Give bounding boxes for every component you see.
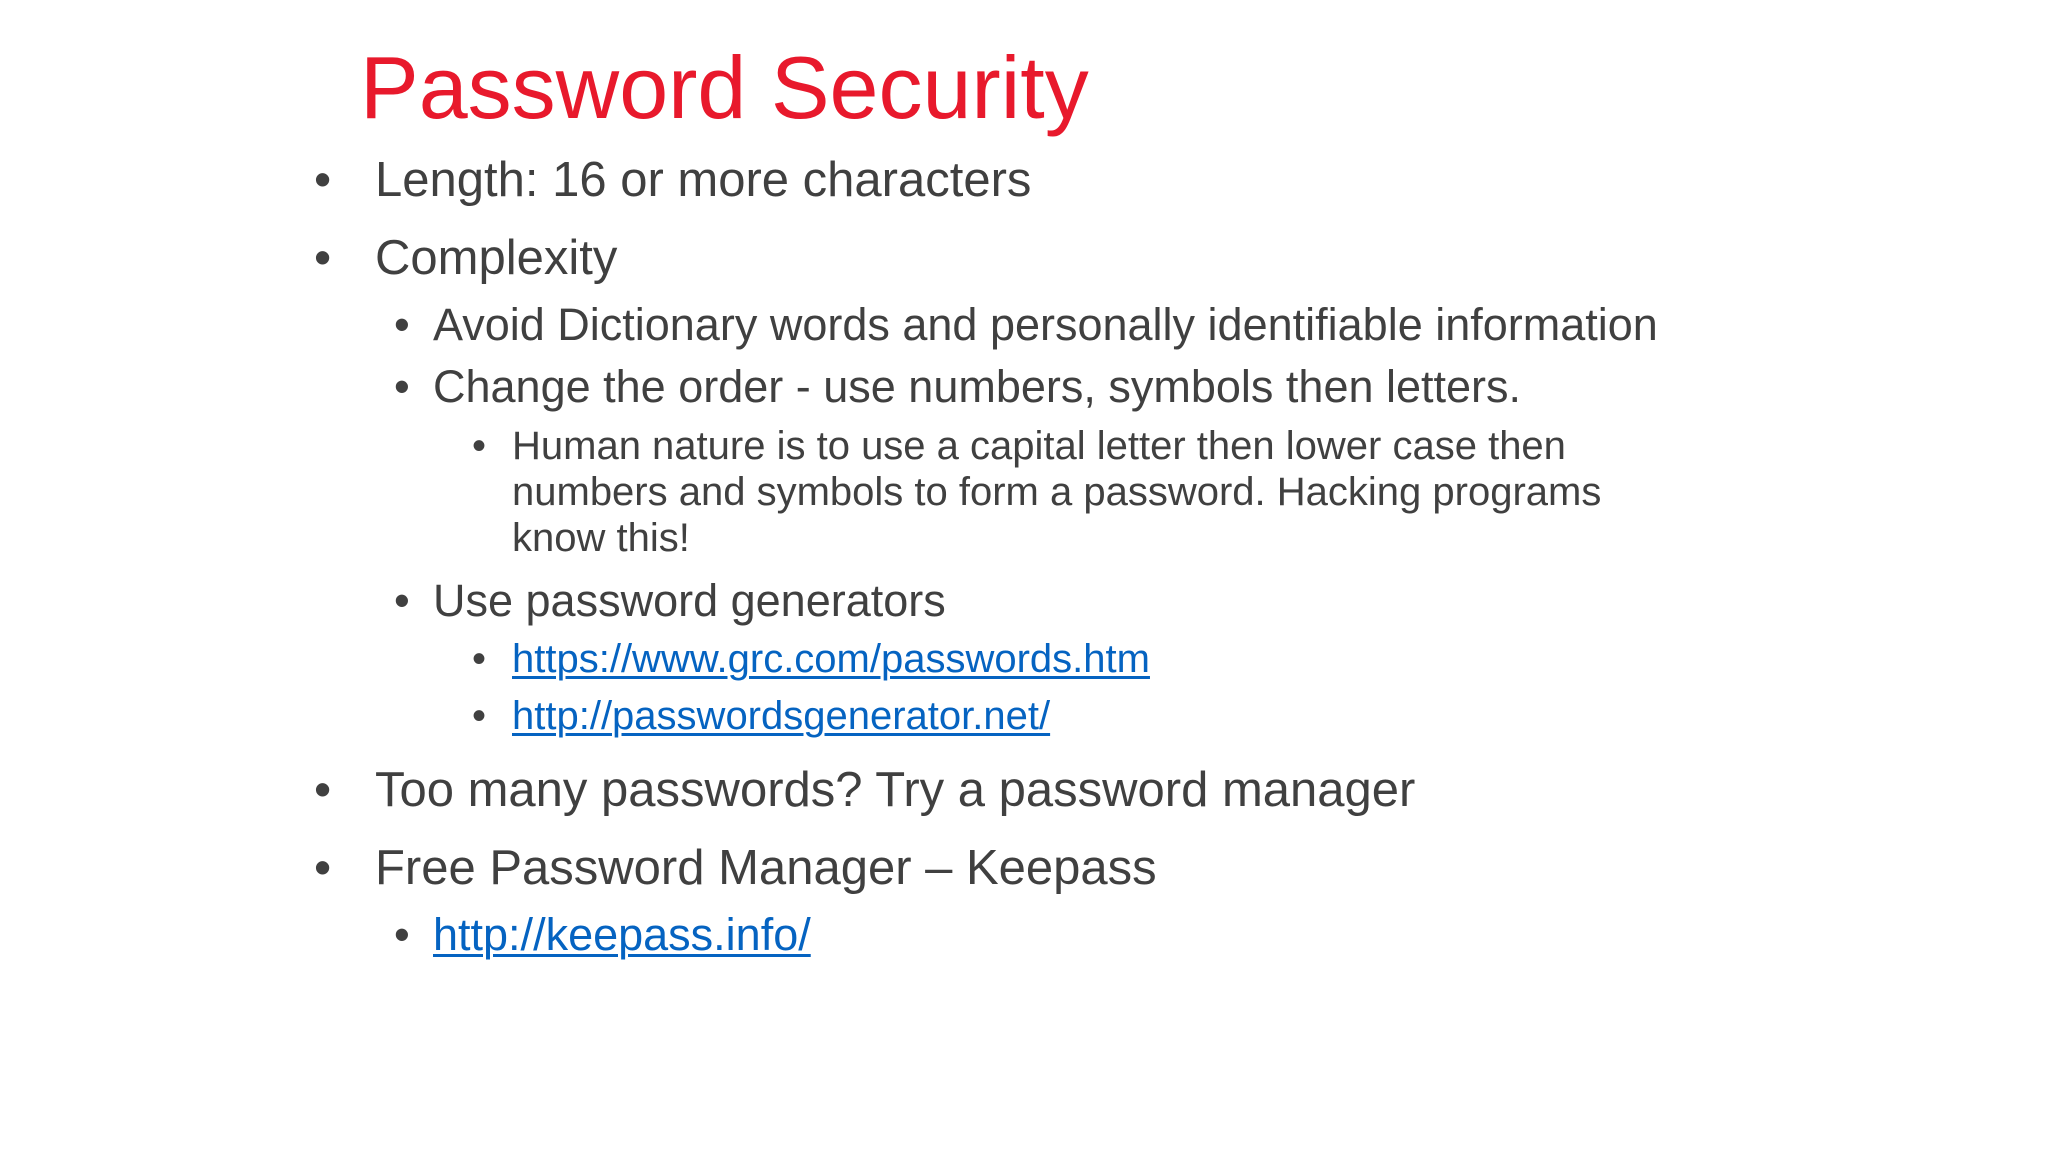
- link-grc-passwords[interactable]: https://www.grc.com/passwords.htm: [512, 637, 1150, 681]
- bullet-avoid-dictionary: Avoid Dictionary words and personally identifiable information: [433, 299, 1658, 350]
- bullet-dot: •: [394, 361, 410, 412]
- bullet-length: Length: 16 or more characters: [375, 153, 1032, 207]
- bullet-human-nature-line3: know this!: [512, 516, 690, 560]
- bullet-dot: •: [472, 694, 487, 738]
- slide-title: Password Security: [360, 38, 1089, 137]
- bullet-dot: •: [314, 763, 332, 817]
- link-passwordsgenerator[interactable]: http://passwordsgenerator.net/: [512, 694, 1051, 738]
- bullet-dot: •: [394, 575, 410, 626]
- bullet-human-nature-line1: Human nature is to use a capital letter then lower case then: [512, 424, 1566, 468]
- bullet-use-generators: Use password generators: [433, 575, 946, 626]
- bullet-dot: •: [472, 424, 487, 468]
- bullet-dot: •: [394, 299, 410, 350]
- bullet-too-many-passwords: Too many passwords? Try a password manager: [375, 763, 1416, 817]
- bullet-human-nature-line2: numbers and symbols to form a password. Hacking programs: [512, 470, 1602, 514]
- link-keepass[interactable]: http://keepass.info/: [433, 909, 811, 960]
- bullet-dot: •: [472, 637, 487, 681]
- bullet-dot: •: [314, 231, 332, 285]
- bullet-dot: •: [314, 153, 332, 207]
- bullet-free-password-manager: Free Password Manager – Keepass: [375, 841, 1157, 895]
- bullet-complexity: Complexity: [375, 231, 618, 285]
- bullet-dot: •: [314, 841, 332, 895]
- bullet-dot: •: [394, 909, 410, 960]
- bullet-change-order: Change the order - use numbers, symbols then letters.: [433, 361, 1522, 412]
